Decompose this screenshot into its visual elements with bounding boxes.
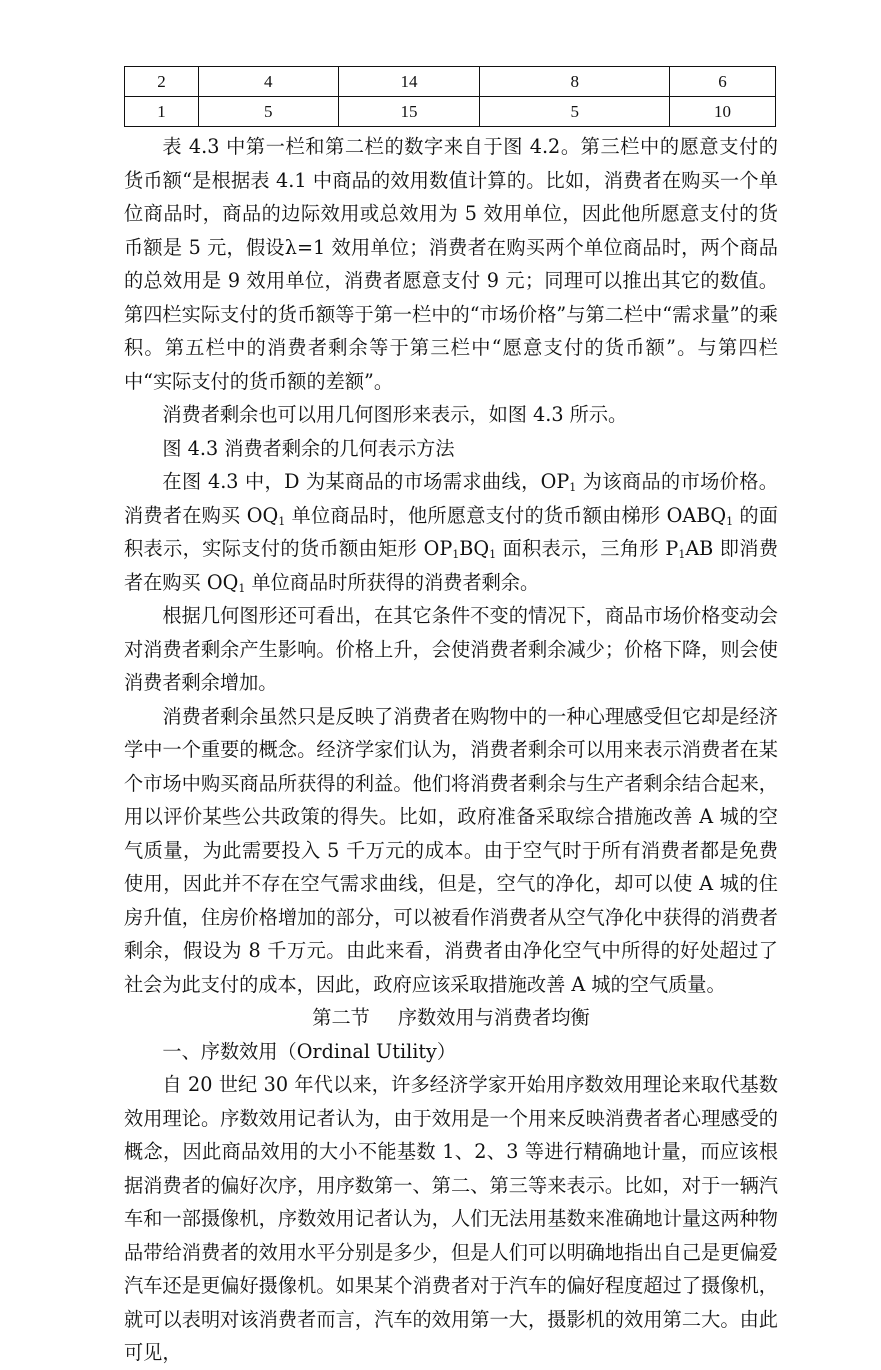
paragraph-ordinal-utility: 自 20 世纪 30 年代以来，许多经济学家开始用序数效用理论来取代基数效用理论。序数效用记者认为，由于效用是一个用来反映消费者者心理感受的概念，因此商品效用的大小不能基数 1、2、3 等进行精确地计量，而应该根据消费者的偏好次序，用序数第一、第二、第三等来表示。比如，对于一辆汽车和一部摄像机，序数效用记者认为，人们无法用基数来准确地计量这两种物品带给消费者的效用水平分别是多少，但是人们可以明确地指出自己是更偏爱汽车还是更偏好摄像机。如果某个消费者对于汽车的偏好程度超过了摄像机，就可以表明对该消费者而言，汽车的效用第一大，摄影机的效用第二大。由此可见，: [124, 1073, 778, 1364]
paragraph-policy-example: 消费者剩余虽然只是反映了消费者在购物中的一种心理感受但它却是经济学中一个重要的概念。经济学家们认为，消费者剩余可以用来表示消费者在某个市场中购买商品所获得的利益。他们将消费者剩余与生产者剩余结合起来，用以评价某些公共政策的得失。比如，政府准备采取综合措施改善 A 城的空气质量，为此需要投入 5 千万元的成本。由于空气时于所有消费者都是免费使用，因此并不存在空气需求曲线，但是，空气的净化，却可以使 A 城的住房升值，住房价格增加的部分，可以被看作消费者从空气净化中获得的消费者剩余，假设为 8 千万元。由此来看，消费者由净化空气中所得的好处超过了社会为此支付的成本，因此，政府应该采取措施改善 A 城的空气质量。: [124, 704, 778, 996]
paragraph-figure-description: 在图 4.3 中，D 为某商品的市场需求曲线，$OP_1$ 为该商品的市场价格。消费者在购买 $OQ_1$ 单位商品时，他所愿意支付的货币额由梯形 $OABQ_1$ 的面积表示，实际支付的货币额由矩形 $OP_1BQ_1$ 面积表示，三角形 $P_1AB$ 即消费者在购买 $OQ_1$ 单位商品时所获得的消费者剩余。: [124, 470, 779, 595]
table-row: [125, 97, 776, 127]
section-heading: [124, 1001, 778, 1035]
section-title: 序数效用与消费者均衡: [397, 1006, 590, 1029]
body-text: [124, 130, 778, 1370]
table-row: [125, 67, 776, 97]
paragraph-price-effect: 根据几何图形还可看出，在其它条件不变的情况下，商品市场价格变动会对消费者剩余产生影响。价格上升，会使消费者剩余减少；价格下降，则会使消费者剩余增加。: [124, 604, 778, 694]
table-cell: 8: [480, 67, 670, 97]
table-cell: 4: [198, 67, 338, 97]
table-cell: 5: [198, 97, 338, 127]
table-cell: 6: [670, 67, 776, 97]
table-cell: 15: [338, 97, 480, 127]
table-cell: 10: [670, 97, 776, 127]
table-cell: 2: [125, 67, 199, 97]
table-cell: 1: [125, 97, 199, 127]
figure-caption: 图 4.3 消费者剩余的几何表示方法: [162, 436, 455, 460]
section-number: 第二节: [312, 1006, 370, 1029]
paragraph-geometric-intro: 消费者剩余也可以用几何图形来表示，如图 4.3 所示。: [162, 403, 628, 426]
paragraph-table-explanation: 表 4.3 中第一栏和第二栏的数字来自于图 4.2。第三栏中的愿意支付的货币额“是根据表 4.1 中商品的效用数值计算的。比如，消费者在购买一个单位商品时，商品的边际效用或总效用为 5 效用单位，因此他所愿意支付的货币额是 5 元，假设λ=1 效用单位；消费者在购买两个单位商品时，两个商品的总效用是 9 效用单位，消费者愿意支付 9 元；同理可以推出其它的数值。第四栏实际支付的货币额等于第一栏中的“市场价格”与第二栏中“需求量”的乘积。第五栏中的消费者剩余等于第三栏中“愿意支付的货币额”。与第四栏中“实际支付的货币额的差额”。: [124, 135, 778, 393]
consumer-surplus-table: [124, 66, 776, 127]
subsection-heading: 一、序数效用（Ordinal Utility）: [162, 1039, 457, 1063]
table-cell: 5: [480, 97, 670, 127]
table-cell: 14: [338, 67, 480, 97]
